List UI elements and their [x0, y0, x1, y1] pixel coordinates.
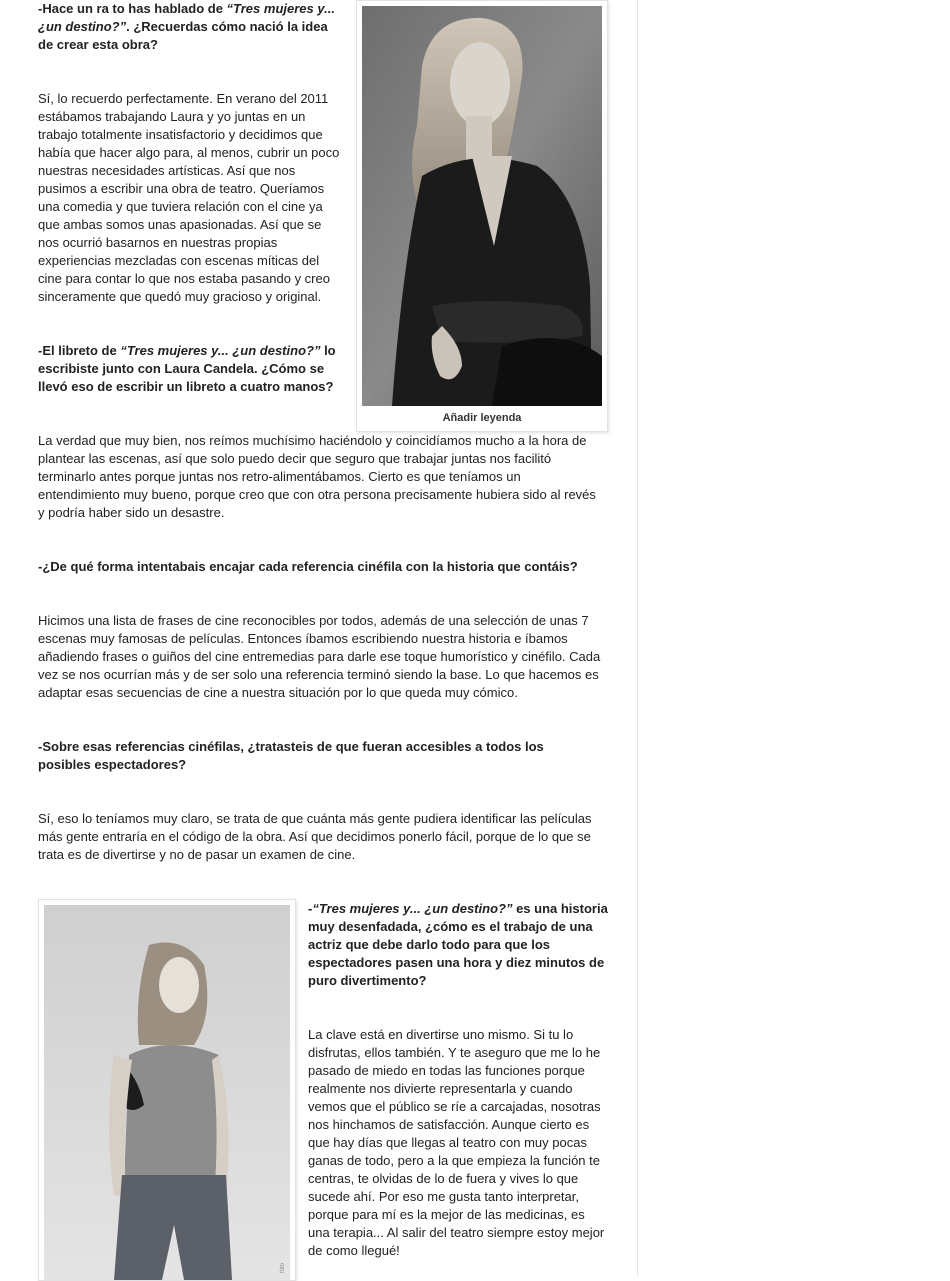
photo-credit-text: foto — [280, 1262, 286, 1273]
question-4: -Sobre esas referencias cinéfilas, ¿tratasteis de que fueran accesibles a todos los posibles espectadores? — [38, 739, 544, 772]
answer-4: Sí, eso lo teníamos muy claro, se trata de que cuánta más gente pudiera identificar las películas más gente entraría en el código de la obra. Así que decidimos ponerlo fácil, porque de lo que se trata es de divertirse y no de pasar un examen de cine. — [38, 811, 592, 862]
figure-portrait-1[interactable] — [356, 0, 608, 432]
question-2-pre: -El libreto de — [38, 343, 121, 358]
question-1-post: . ¿Recuerdas cómo nació la idea de crear esta obra? — [38, 19, 328, 52]
figure-portrait-2[interactable] — [38, 899, 296, 1281]
column-divider — [637, 0, 638, 1276]
figure-caption[interactable]: Añadir leyenda — [442, 412, 522, 424]
question-5-title: “Tres mujeres y... ¿un destino?” — [312, 901, 513, 916]
question-5-pre: - — [308, 901, 313, 916]
question-3: -¿De qué forma intentabais encajar cada referencia cinéfila con la historia que contáis? — [38, 559, 578, 574]
answer-2: La verdad que muy bien, nos reímos muchísimo haciéndolo y coincidíamos mucho a la hora de plantear las escenas, así que solo puedo decir que seguro que trabajar juntas nos facilitó terminarlo antes porque juntas nos retro-alimentábamos. Cierto es que teníamos un entendimiento muy bueno, porque creo que con otra persona precisamente hubiera sido al revés y podría haber sido un desastre. — [38, 433, 596, 520]
question-2 — [38, 342, 343, 396]
portrait-photo-1 — [362, 6, 602, 406]
question-2-title: “Tres mujeres y... ¿un destino?” — [120, 343, 321, 358]
answer-5: La clave está en divertirse uno mismo. Si tu lo disfrutas, ellos también. Y te aseguro que me lo he pasado de miedo en todas las funciones porque realmente nos divierte representarla y cuando vemos que el público se ríe a carcajadas, nosotras nos hinchamos de satisfacción. Aunque cierto es que hay días que llegas al teatro con muy pocas ganas de todo, pero a la que empieza la función te centras, te olvidas de lo de fuera y vives lo que sucede ahí. Por eso me gusta tanto interpretar, porque para mí es la mejor de las medicinas, es una terapia... Al salir del teatro siempre estoy mejor de como llegué! — [308, 1027, 605, 1258]
question-2-post: lo escribiste junto con Laura Candela. ¿Cómo se llevó eso de escribir un libreto a cuatro manos? — [38, 343, 336, 394]
question-1-title: “Tres mujeres y... ¿un destino?” — [38, 1, 335, 34]
portrait-photo-2 — [44, 905, 290, 1280]
answer-1: Sí, lo recuerdo perfectamente. En verano del 2011 estábamos trabajando Laura y yo juntas en un trabajo totalmente insatisfactorio y decidimos que había que hacer algo para, al menos, cubrir un poco nuestras necesidades artísticas. Así que nos pusimos a escribir una obra de teatro. Queríamos una comedia y que tuviera relación con el cine ya que ambas somos unas apasionadas. Así que se nos ocurrió basarnos en nuestras propias experiencias mezcladas con escenas míticas del cine para contar lo que nos estaba pasando y creo sinceramente que quedó muy gracioso y original. — [38, 91, 340, 304]
question-1-pre: -Hace un ra to has hablado de — [38, 1, 227, 16]
question-1 — [38, 0, 343, 54]
question-5-post: es una historia muy desenfadada, ¿cómo es el trabajo de una actriz que debe darlo todo para que los espectadores pasen una hora y diez minutos de puro divertimento? — [308, 901, 608, 988]
answer-3: Hicimos una lista de frases de cine reconocibles por todos, además de una selección de unas 7 escenas muy famosas de películas. Entonces íbamos escribiendo nuestra historia e íbamos añadiendo frases o guiños del cine entremedias para darle ese toque humorístico y cinéfilo. Cada vez se nos ocurrían más y de ser solo una referencia terminó siendo la base. Lo que hacemos es adaptar esas secuencias de cine a nuestra situación por lo que queda muy cómico. — [38, 613, 601, 700]
question-5 — [308, 900, 608, 990]
